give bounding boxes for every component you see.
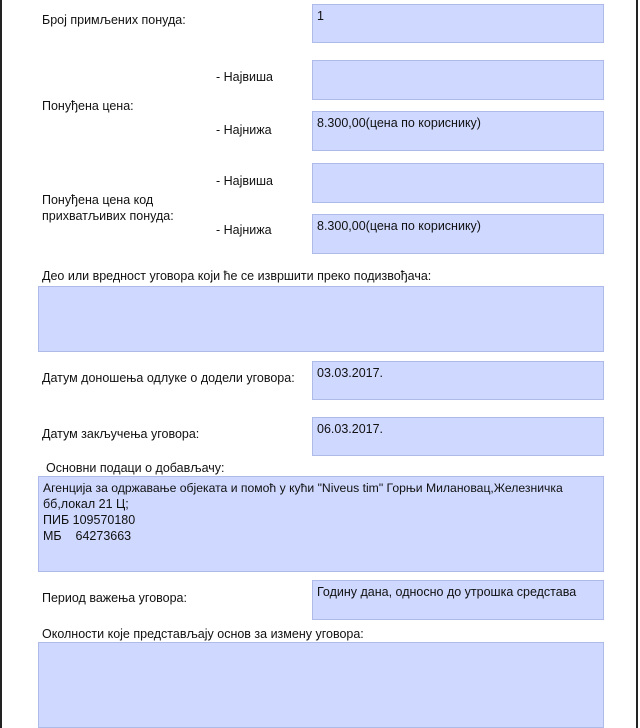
- offered-price-highest-field[interactable]: [312, 60, 604, 100]
- acceptable-price-highest-field[interactable]: [312, 163, 604, 203]
- supplier-line-1: Агенција за одржавање објеката и помоћ у кући "Niveus tim" Горњи Милановац,Железничка: [43, 481, 563, 495]
- contract-date-field[interactable]: 06.03.2017.: [312, 417, 604, 456]
- validity-label: Период важења уговора:: [42, 591, 187, 605]
- offers-received-label: Број примљених понуда:: [42, 13, 186, 27]
- contract-date-label: Датум закључења уговора:: [42, 427, 200, 441]
- amendment-field[interactable]: [38, 642, 604, 728]
- validity-field[interactable]: Годину дана, односно до утрошка средстава: [312, 580, 604, 620]
- supplier-label: Основни подаци о добављачу:: [46, 461, 225, 475]
- offered-price-lowest-label: - Најнижа: [216, 123, 272, 137]
- acceptable-price-label-line2: прихватљивих понуда:: [42, 209, 174, 223]
- amendment-label: Околности које представљају основ за измену уговора:: [42, 627, 364, 641]
- acceptable-price-label-line1: Понуђена цена код: [42, 193, 154, 207]
- decision-date-field[interactable]: 03.03.2017.: [312, 361, 604, 400]
- acceptable-price-lowest-label: - Најнижа: [216, 223, 272, 237]
- decision-date-label: Датум доношења одлуке о додели уговора:: [42, 371, 295, 385]
- supplier-line-3: ПИБ 109570180: [43, 513, 136, 527]
- acceptable-price-highest-label: - Највиша: [216, 174, 273, 188]
- supplier-line-4: МБ 64273663: [43, 529, 132, 543]
- supplier-line-2: бб,локал 21 Ц;: [43, 497, 129, 511]
- offered-price-label: Понуђена цена:: [42, 99, 134, 113]
- supplier-field[interactable]: [38, 476, 604, 572]
- subcontractor-label: Део или вредност уговора који ће се извршити преко подизвођача:: [42, 269, 432, 283]
- acceptable-price-lowest-field[interactable]: 8.300,00(цена по кориснику): [312, 214, 604, 254]
- offered-price-highest-label: - Највиша: [216, 70, 273, 84]
- offered-price-lowest-field[interactable]: 8.300,00(цена по кориснику): [312, 111, 604, 151]
- offers-received-field[interactable]: 1: [312, 4, 604, 43]
- subcontractor-field[interactable]: [38, 286, 604, 352]
